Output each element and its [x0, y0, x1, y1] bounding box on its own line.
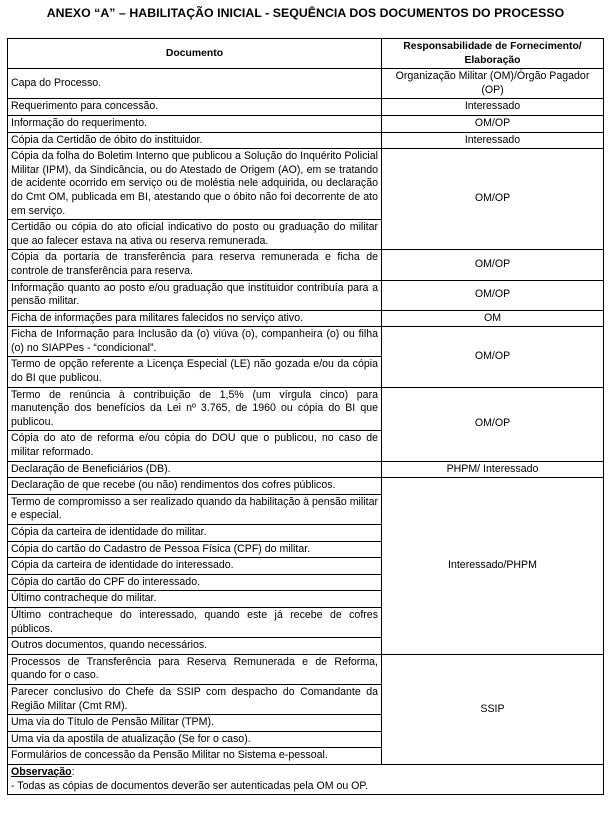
document-column-header: Documento [8, 39, 382, 69]
table-row [8, 69, 604, 99]
document-cell: Cópia da carteira de identidade do interessado. [8, 558, 382, 575]
responsible-cell: OM/OP [382, 115, 604, 132]
responsible-cell: OM/OP [382, 280, 604, 310]
table-row [8, 461, 604, 478]
observation-cell [8, 764, 604, 794]
document-cell: Termo de compromisso a ser realizado quando da habilitação à pensão militar e especial. [8, 494, 382, 524]
table-row [8, 387, 604, 431]
document-cell: Uma via da apostila de atualização (Se for o caso). [8, 731, 382, 748]
document-cell: Cópia da Certidão de óbito do instituidor. [8, 132, 382, 149]
documents-table [7, 38, 604, 795]
document-cell: Cópia do cartão do CPF do interessado. [8, 574, 382, 591]
document-cell: Certidão ou cópia do ato oficial indicativo do posto ou graduação do militar que ao falecer estava na ativa ou reserva remunerada. [8, 220, 382, 250]
page-title: ANEXO “A” – HABILITAÇÃO INICIAL - SEQUÊNCIA DOS DOCUMENTOS DO PROCESSO [46, 6, 565, 20]
document-cell: Capa do Processo. [8, 69, 382, 99]
table-header-row [8, 39, 604, 69]
table-row [8, 310, 604, 327]
document-cell: Declaração de Beneficiários (DB). [8, 461, 382, 478]
table-row [8, 654, 604, 684]
responsible-cell: OM/OP [382, 149, 604, 250]
document-cell: Termo de renúncia à contribuição de 1,5% (um vírgula cinco) para manutenção dos benefícios da Lei nº 3.765, de 1960 ou cópia do BI que publicou. [8, 387, 382, 431]
table-row [8, 280, 604, 310]
table-row [8, 99, 604, 116]
responsible-cell: Interessado [382, 132, 604, 149]
document-cell: Uma via do Título de Pensão Militar (TPM). [8, 715, 382, 732]
document-cell: Informação quanto ao posto e/ou graduação que instituidor contribuía para a pensão militar. [8, 280, 382, 310]
observation-colon: : [71, 765, 75, 778]
document-cell: Cópia do ato de reforma e/ou cópia do DOU que o publicou, no caso de militar reformado. [8, 431, 382, 461]
table-row [8, 250, 604, 280]
observation-text: - Todas as cópias de documentos deverão ser autenticadas pela OM ou OP. [11, 779, 369, 792]
document-cell: Cópia do cartão do Cadastro de Pessoa Física (CPF) do militar. [8, 541, 382, 558]
document-cell: Formulários de concessão da Pensão Militar no Sistema e-pessoal. [8, 748, 382, 765]
observation-label: Observação [11, 765, 72, 778]
document-cell: Cópia da portaria de transferência para reserva remunerada e ficha de controle de transferência para reserva. [8, 250, 382, 280]
document-cell: Último contracheque do interessado, quando este já recebe de cofres públicos. [8, 607, 382, 637]
responsibility-column-header: Responsabilidade de Fornecimento/ Elaboração [382, 39, 604, 69]
responsible-cell: Organização Militar (OM)/Órgão Pagador (OP) [382, 69, 604, 99]
responsible-cell: SSIP [382, 654, 604, 764]
responsible-cell: OM/OP [382, 327, 604, 387]
document-cell: Parecer conclusivo do Chefe da SSIP com despacho do Comandante da Região Militar (Cmt RM). [8, 684, 382, 714]
document-cell: Cópia da folha do Boletim Interno que publicou a Solução do Inquérito Policial Militar (IPM), da Sindicância, ou do Atestado de Origem (AO), em se tratando de acidente ocorrido em serviço ou de moléstia nele adquirida, ou declaração do Cmt OM, publicada em BI, atestando que o óbito não foi decorrente de ato em serviço. [8, 149, 382, 220]
responsible-cell: OM/OP [382, 250, 604, 280]
responsible-cell: OM/OP [382, 387, 604, 461]
document-cell: Processos de Transferência para Reserva Remunerada e de Reforma, quando for o caso. [8, 654, 382, 684]
table-row [8, 132, 604, 149]
document-cell: Cópia da carteira de identidade do militar. [8, 525, 382, 542]
table-body [8, 69, 604, 765]
responsible-cell: PHPM/ Interessado [382, 461, 604, 478]
document-cell: Declaração de que recebe (ou não) rendimentos dos cofres públicos. [8, 478, 382, 495]
responsible-cell: Interessado [382, 99, 604, 116]
document-cell: Requerimento para concessão. [8, 99, 382, 116]
document-cell: Outros documentos, quando necessários. [8, 638, 382, 655]
document-cell: Ficha de Informação para Inclusão da (o) viúva (o), companheira (o) ou filha (o) no SIAPPes - “condicional”. [8, 327, 382, 357]
table-row [8, 149, 604, 220]
document-cell: Informação do requerimento. [8, 115, 382, 132]
table-row [8, 478, 604, 495]
document-cell: Termo de opção referente a Licença Especial (LE) não gozada e/ou da cópia do BI que publicou. [8, 357, 382, 387]
responsible-cell: Interessado/PHPM [382, 478, 604, 655]
responsible-cell: OM [382, 310, 604, 327]
table-row [8, 327, 604, 357]
table-row [8, 115, 604, 132]
document-cell: Último contracheque do militar. [8, 591, 382, 608]
observation-row [8, 764, 604, 794]
document-cell: Ficha de informações para militares falecidos no serviço ativo. [8, 310, 382, 327]
